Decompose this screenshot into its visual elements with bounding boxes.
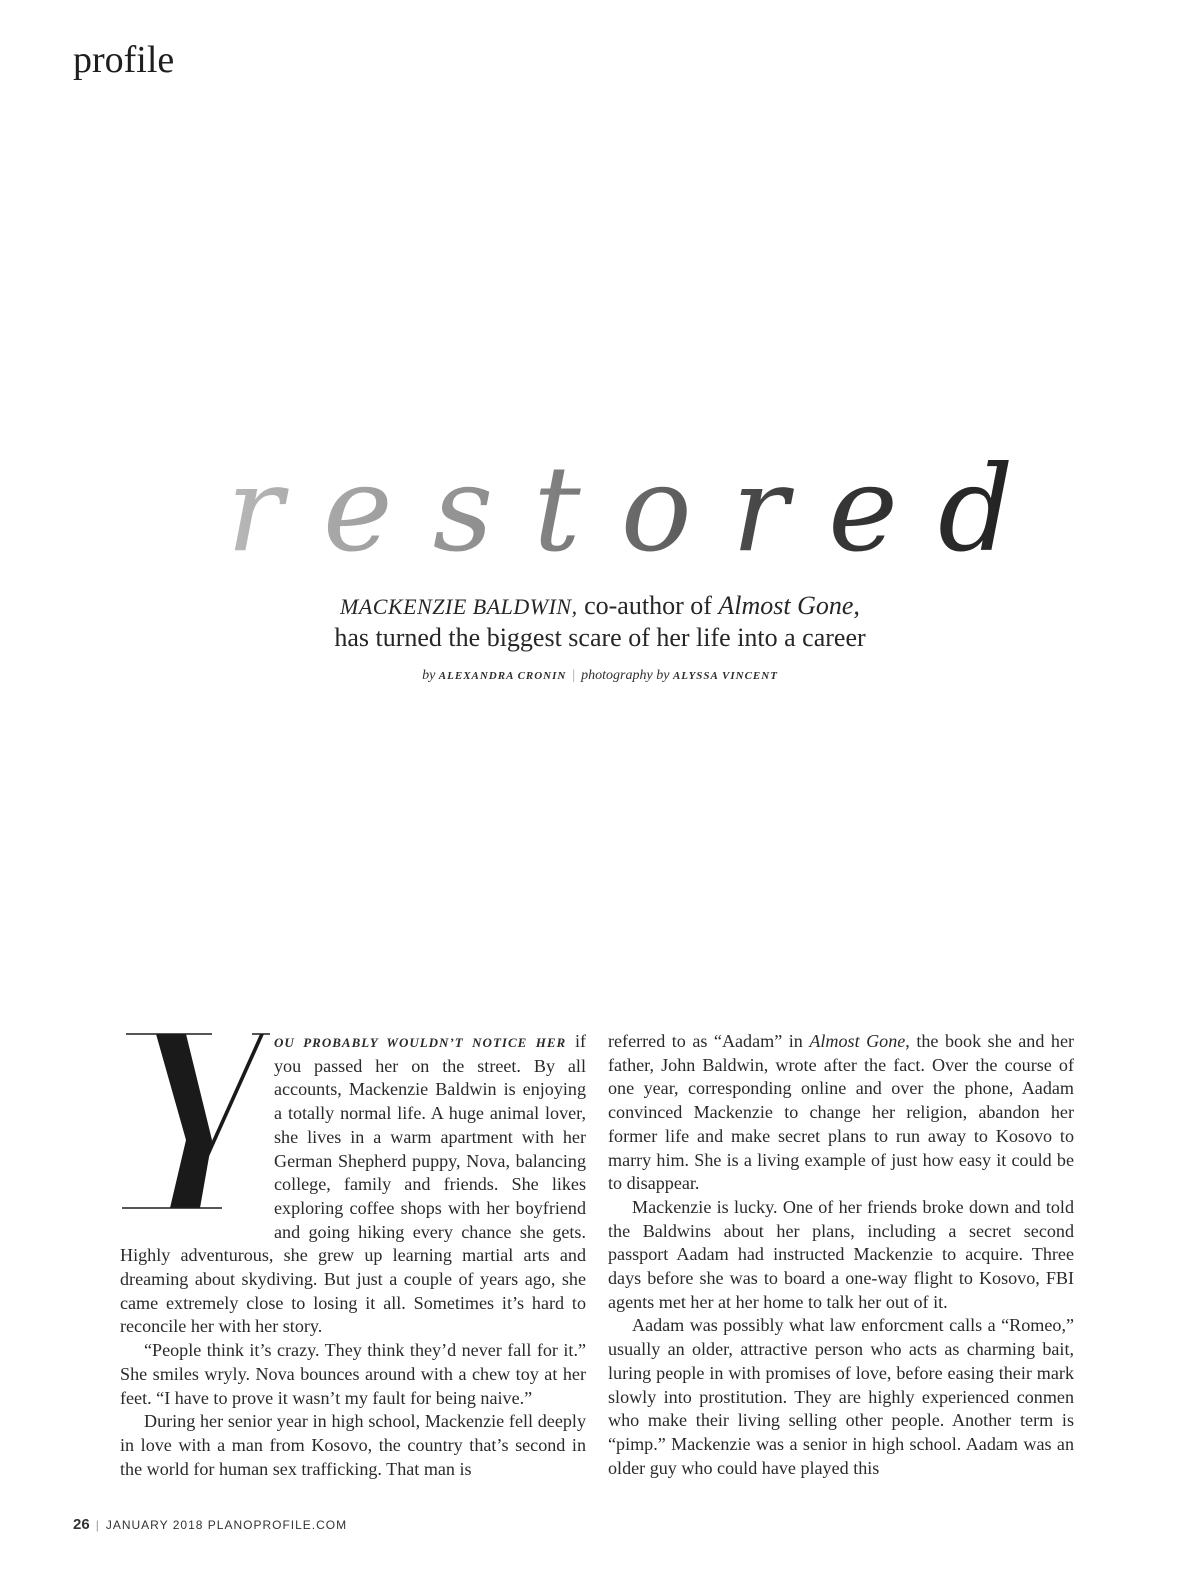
article-title: restored: [226, 440, 1054, 578]
page-number: 26: [73, 1516, 90, 1533]
byline: by ALEXANDRA CRONIN | photography by ALYSSA VINCENT: [422, 668, 778, 683]
paragraph: if you passed her on the street. By all accounts, Mackenzie Baldwin is enjoying a totally normal life. A huge animal lover, she lives in a warm apartment with her German Shepherd puppy, Nova, balancing college, family and friends. She likes exploring coffee shops with her boyfriend and going hiking every chance she gets. Highly adventurous, she grew up learning martial arts and dreaming about skydiving. But just a couple of years ago, she came extremely close to losing it all. Sometimes it’s hard to reconcile her with her story.: [120, 1031, 587, 1337]
photographer-name: ALYSSA VINCENT: [672, 670, 778, 682]
paragraph: During her senior year in high school, Mackenzie fell deeply in love with a man from Kosovo, the country that’s second in the world for human sex trafficking. That man is: [120, 1411, 586, 1479]
deck-book-title: Almost Gone,: [718, 591, 860, 620]
article-column-right: referred to as “Aadam” in Almost Gone, the book she and her father, John Baldwin, wrote after the fact. Over the course of one year, corresponding online and over the phone, Aadam convinced Mackenzie to change her religion, abandon her former life and make secret plans to run away to Kosovo to marry him. She is a living example of just how easy it could be to disappear. Mackenzie is lucky. One of her friends broke down and told the Baldwins about her plans, including a secret second passport Aadam had instructed Mackenzie to acquire. Three days before she was to board a one-way flight to Kosovo, FBI agents met her at her home to talk her out of it. Aadam was possibly what law enforcment calls a “Romeo,” usually an older, attractive person who acts as charming bait, luring people in with promises of love, before easing their mark slowly into prostitution. They are highly experienced conmen who make their living selling other people. Another term is “pimp.” Mackenzie was a senior in high school. Aadam was an older guy who could have played this: [608, 1030, 1074, 1480]
page-footer: [73, 1516, 347, 1533]
article-column-left: [120, 1030, 586, 1481]
deck-text: co-author of: [577, 591, 719, 620]
article-deck: [0, 590, 1200, 653]
drop-cap: [120, 1032, 270, 1222]
paragraph: “People think it’s crazy. They think they’d never fall for it.” She smiles wryly. Nova bounces around with a chew toy at her feet. “I have to prove it wasn’t my fault for being naive.”: [120, 1340, 586, 1408]
lead-in-caps: OU PROBABLY WOULDN’T NOTICE HER: [274, 1035, 567, 1050]
footer-separator: |: [95, 1518, 100, 1532]
section-label: profile: [73, 39, 175, 81]
byline-separator: |: [572, 668, 576, 683]
book-title-inline: Almost Gone: [809, 1031, 906, 1051]
issue-date: JANUARY 2018: [105, 1518, 204, 1532]
paragraph: Aadam was possibly what law enforcment calls a “Romeo,” usually an older, attractive person who acts as charming bait, luring people in with promises of love, before easing their mark slowly into prostitution. They are highly experienced conmen who make their living selling other people. Another term is “pimp.” Mackenzie was a senior in high school. Aadam was an older guy who could have played this: [608, 1315, 1074, 1478]
paragraph: Mackenzie is lucky. One of her friends broke down and told the Baldwins about her plans, including a secret second passport Aadam had instructed Mackenzie to acquire. Three days before she was to board a one-way flight to Kosovo, FBI agents met her at her home to talk her out of it.: [608, 1196, 1074, 1312]
drop-cap-glyph: [120, 1032, 270, 1222]
author-name: ALEXANDRA CRONIN: [438, 670, 567, 682]
deck-line-2: has turned the biggest scare of her life into a career: [334, 623, 866, 652]
deck-subject-name: MACKENZIE BALDWIN,: [340, 594, 578, 619]
site-name: PLANOPROFILE.COM: [207, 1518, 348, 1532]
